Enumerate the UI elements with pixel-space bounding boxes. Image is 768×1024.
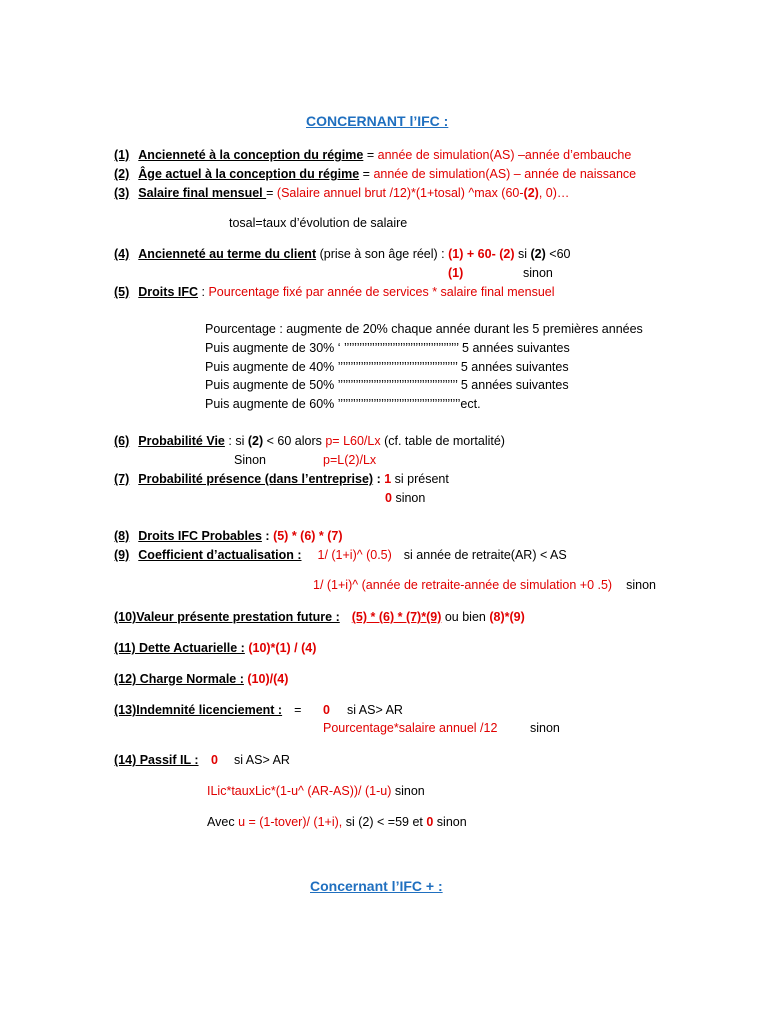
line-6	[114, 434, 505, 449]
line-label: Salaire final mensuel	[138, 186, 267, 200]
line-label: (14) Passif IL :	[114, 753, 199, 767]
condition-ref: (2)	[530, 247, 546, 261]
formula: (5) * (6) * (7)*(9)	[351, 610, 442, 624]
line-1	[114, 148, 631, 163]
line-note: (cf. table de mortalité)	[384, 434, 505, 448]
colon: :	[376, 472, 381, 486]
condition: si AS> AR	[234, 753, 290, 767]
formula: année de simulation(AS) – année de naissance	[373, 167, 637, 181]
or-label: ou bien	[444, 610, 486, 624]
formula: 1/ (1+i)^ (année de retraite-année de simulation +0 .5)	[313, 578, 613, 592]
equals: =	[266, 186, 274, 200]
value-zero: 0	[426, 815, 434, 829]
condition: si présent	[394, 472, 449, 486]
avec-label: Avec	[207, 815, 235, 829]
line-7	[114, 472, 449, 487]
formula-alt: (8)*(9)	[489, 610, 525, 624]
line-label: (11) Dette Actuarielle :	[114, 641, 245, 655]
line-label: Coefficient d’actualisation :	[138, 548, 302, 562]
line-number: (3)	[114, 186, 130, 200]
line-number: (2)	[114, 167, 130, 181]
formula: (10)*(1) / (4)	[248, 641, 317, 655]
formula: (5) * (6) * (7)	[273, 529, 343, 543]
line-14	[114, 753, 199, 768]
line-number: (8)	[114, 529, 130, 543]
line-6-sinon: Sinon	[234, 453, 266, 467]
colon: :	[201, 285, 205, 299]
line-2	[114, 167, 636, 182]
line-label: (10)Valeur présente prestation future :	[114, 610, 340, 624]
formula: p= L60/Lx	[325, 434, 381, 448]
percentage-line: Puis augmente de 50% ’’’’’’’’’’’’’’’’’’’’’’’’’’’’’’’’’’’’’’’’’’’’’’’ 5 années suivantes	[205, 378, 569, 392]
condition: si AS> AR	[347, 703, 403, 717]
condition-si: si	[517, 247, 528, 261]
equals: =	[362, 167, 370, 181]
percentage-line: Puis augmente de 60% ’’’’’’’’’’’’’’’’’’’’’’’’’’’’’’’’’’’’’’’’’’’’’’’’ect.	[205, 397, 481, 411]
formula: (Salaire annuel brut /12)*(1+tosal) ^max (60-	[276, 186, 524, 200]
line-5	[114, 285, 555, 300]
line-label: (12) Charge Normale :	[114, 672, 244, 686]
value-one: 1	[384, 472, 392, 486]
sinon: sinon	[530, 721, 560, 735]
condition: < 60 alors	[266, 434, 322, 448]
condition-ref: (2)	[247, 434, 264, 448]
value-zero: 0	[323, 703, 330, 717]
line-9-alt	[313, 578, 656, 593]
line-number: (4)	[114, 247, 130, 261]
section-title-ifc-plus: Concernant l’IFC + :	[310, 878, 443, 894]
line-number: (5)	[114, 285, 130, 299]
formula: Pourcentage*salaire annuel /12	[323, 721, 498, 735]
line-14-alt	[207, 784, 425, 799]
line-4-alt: (1)	[448, 266, 464, 280]
value-zero: 0	[211, 753, 218, 767]
formula: Pourcentage fixé par année de services * salaire final mensuel	[208, 285, 555, 299]
line-9	[114, 548, 567, 563]
condition: <60	[549, 247, 571, 261]
formula: (10)/(4)	[247, 672, 289, 686]
condition-si: : si	[228, 434, 245, 448]
line-label: Droits IFC Probables	[138, 529, 262, 543]
formula: (1) + 60-	[448, 247, 496, 261]
section-title-ifc: CONCERNANT l’IFC :	[306, 113, 449, 129]
line-number: (6)	[114, 434, 130, 448]
percentage-line: Puis augmente de 40% ’’’’’’’’’’’’’’’’’’’’’’’’’’’’’’’’’’’’’’’’’’’’’’’ 5 années suivantes	[205, 360, 569, 374]
line-label: Ancienneté à la conception du régime	[138, 148, 364, 162]
sinon: sinon	[394, 784, 425, 798]
line-4	[114, 247, 570, 262]
sinon: sinon	[395, 491, 426, 505]
line-11	[114, 641, 316, 656]
line-label: Ancienneté au terme du client	[138, 247, 317, 261]
formula: année de simulation(AS) –année d’embauche	[377, 148, 632, 162]
value-zero: 0	[385, 491, 392, 505]
sinon: sinon	[436, 815, 467, 829]
line-12	[114, 672, 288, 687]
line-4-sinon: sinon	[523, 266, 553, 280]
line-10	[114, 610, 525, 625]
colon: :	[265, 529, 270, 543]
line-label: Droits IFC	[138, 285, 199, 299]
line-6-alt: p=L(2)/Lx	[323, 453, 377, 467]
line-8	[114, 529, 343, 544]
avec-line	[207, 815, 467, 830]
percentage-line: Pourcentage : augmente de 20% chaque année durant les 5 premières années	[205, 322, 643, 336]
formula-end: , 0)…	[538, 186, 570, 200]
line-label: Probabilité Vie	[138, 434, 225, 448]
formula: u = (1-tover)/ (1+i),	[238, 815, 343, 829]
line-13	[114, 703, 301, 718]
sinon: sinon	[626, 578, 656, 592]
line-3	[114, 186, 569, 201]
percentage-line: Puis augmente de 30% ‘ ’’’’’’’’’’’’’’’’’’’’’’’’’’’’’’’’’’’’’’’’’’’’’ 5 années suivantes	[205, 341, 570, 355]
tosal-definition: tosal=taux d’évolution de salaire	[229, 216, 408, 230]
equals: =	[366, 148, 375, 162]
equals: =	[294, 703, 302, 717]
condition: si année de retraite(AR) < AS	[403, 548, 567, 562]
line-7-alt	[385, 491, 425, 506]
line-label: Probabilité présence (dans l’entreprise)	[138, 472, 374, 486]
condition: si (2) < =59 et	[345, 815, 423, 829]
line-number: (7)	[114, 472, 130, 486]
formula: 1/ (1+i)^ (0.5)	[317, 548, 392, 562]
formula: ILic*tauxLic*(1-u^ (AR-AS))/ (1-u)	[207, 784, 392, 798]
line-label: (13)Indemnité licenciement :	[114, 703, 283, 717]
line-number: (9)	[114, 548, 130, 562]
line-note: (prise à son âge réel) :	[316, 247, 445, 261]
formula-ref: (2)	[523, 186, 539, 200]
line-label: Âge actuel à la conception du régime	[138, 167, 360, 181]
formula-ref: (2)	[499, 247, 515, 261]
line-number: (1)	[114, 148, 130, 162]
